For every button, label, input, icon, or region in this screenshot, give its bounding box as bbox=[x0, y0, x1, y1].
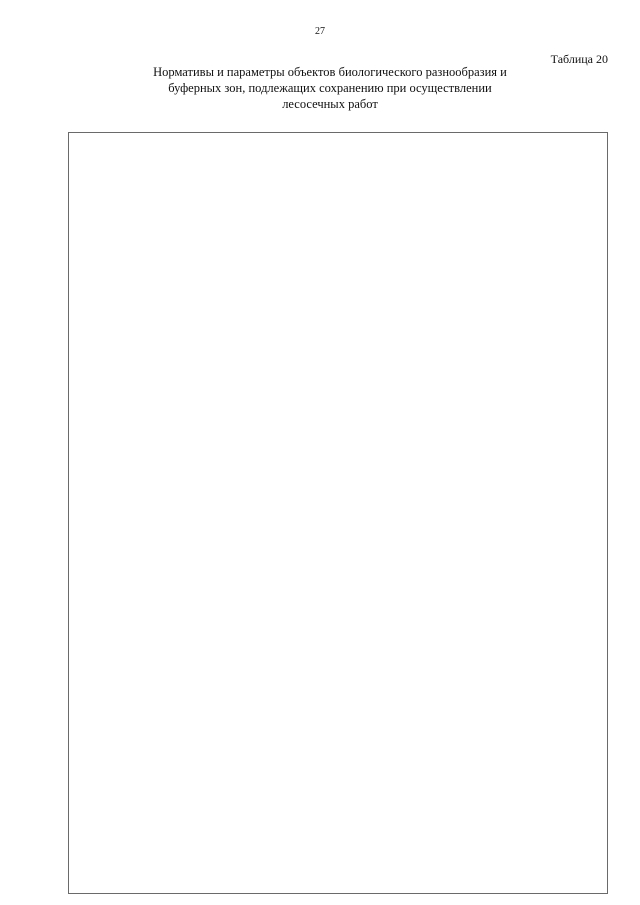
page-number: 27 bbox=[315, 26, 325, 37]
table-body bbox=[68, 132, 608, 894]
document-title: Нормативы и параметры объектов биологического разнообразия и буферных зон, подлежащих сохранению при осуществлении лесосечных работ bbox=[153, 65, 507, 111]
table-label: Таблица 20 bbox=[550, 52, 608, 66]
